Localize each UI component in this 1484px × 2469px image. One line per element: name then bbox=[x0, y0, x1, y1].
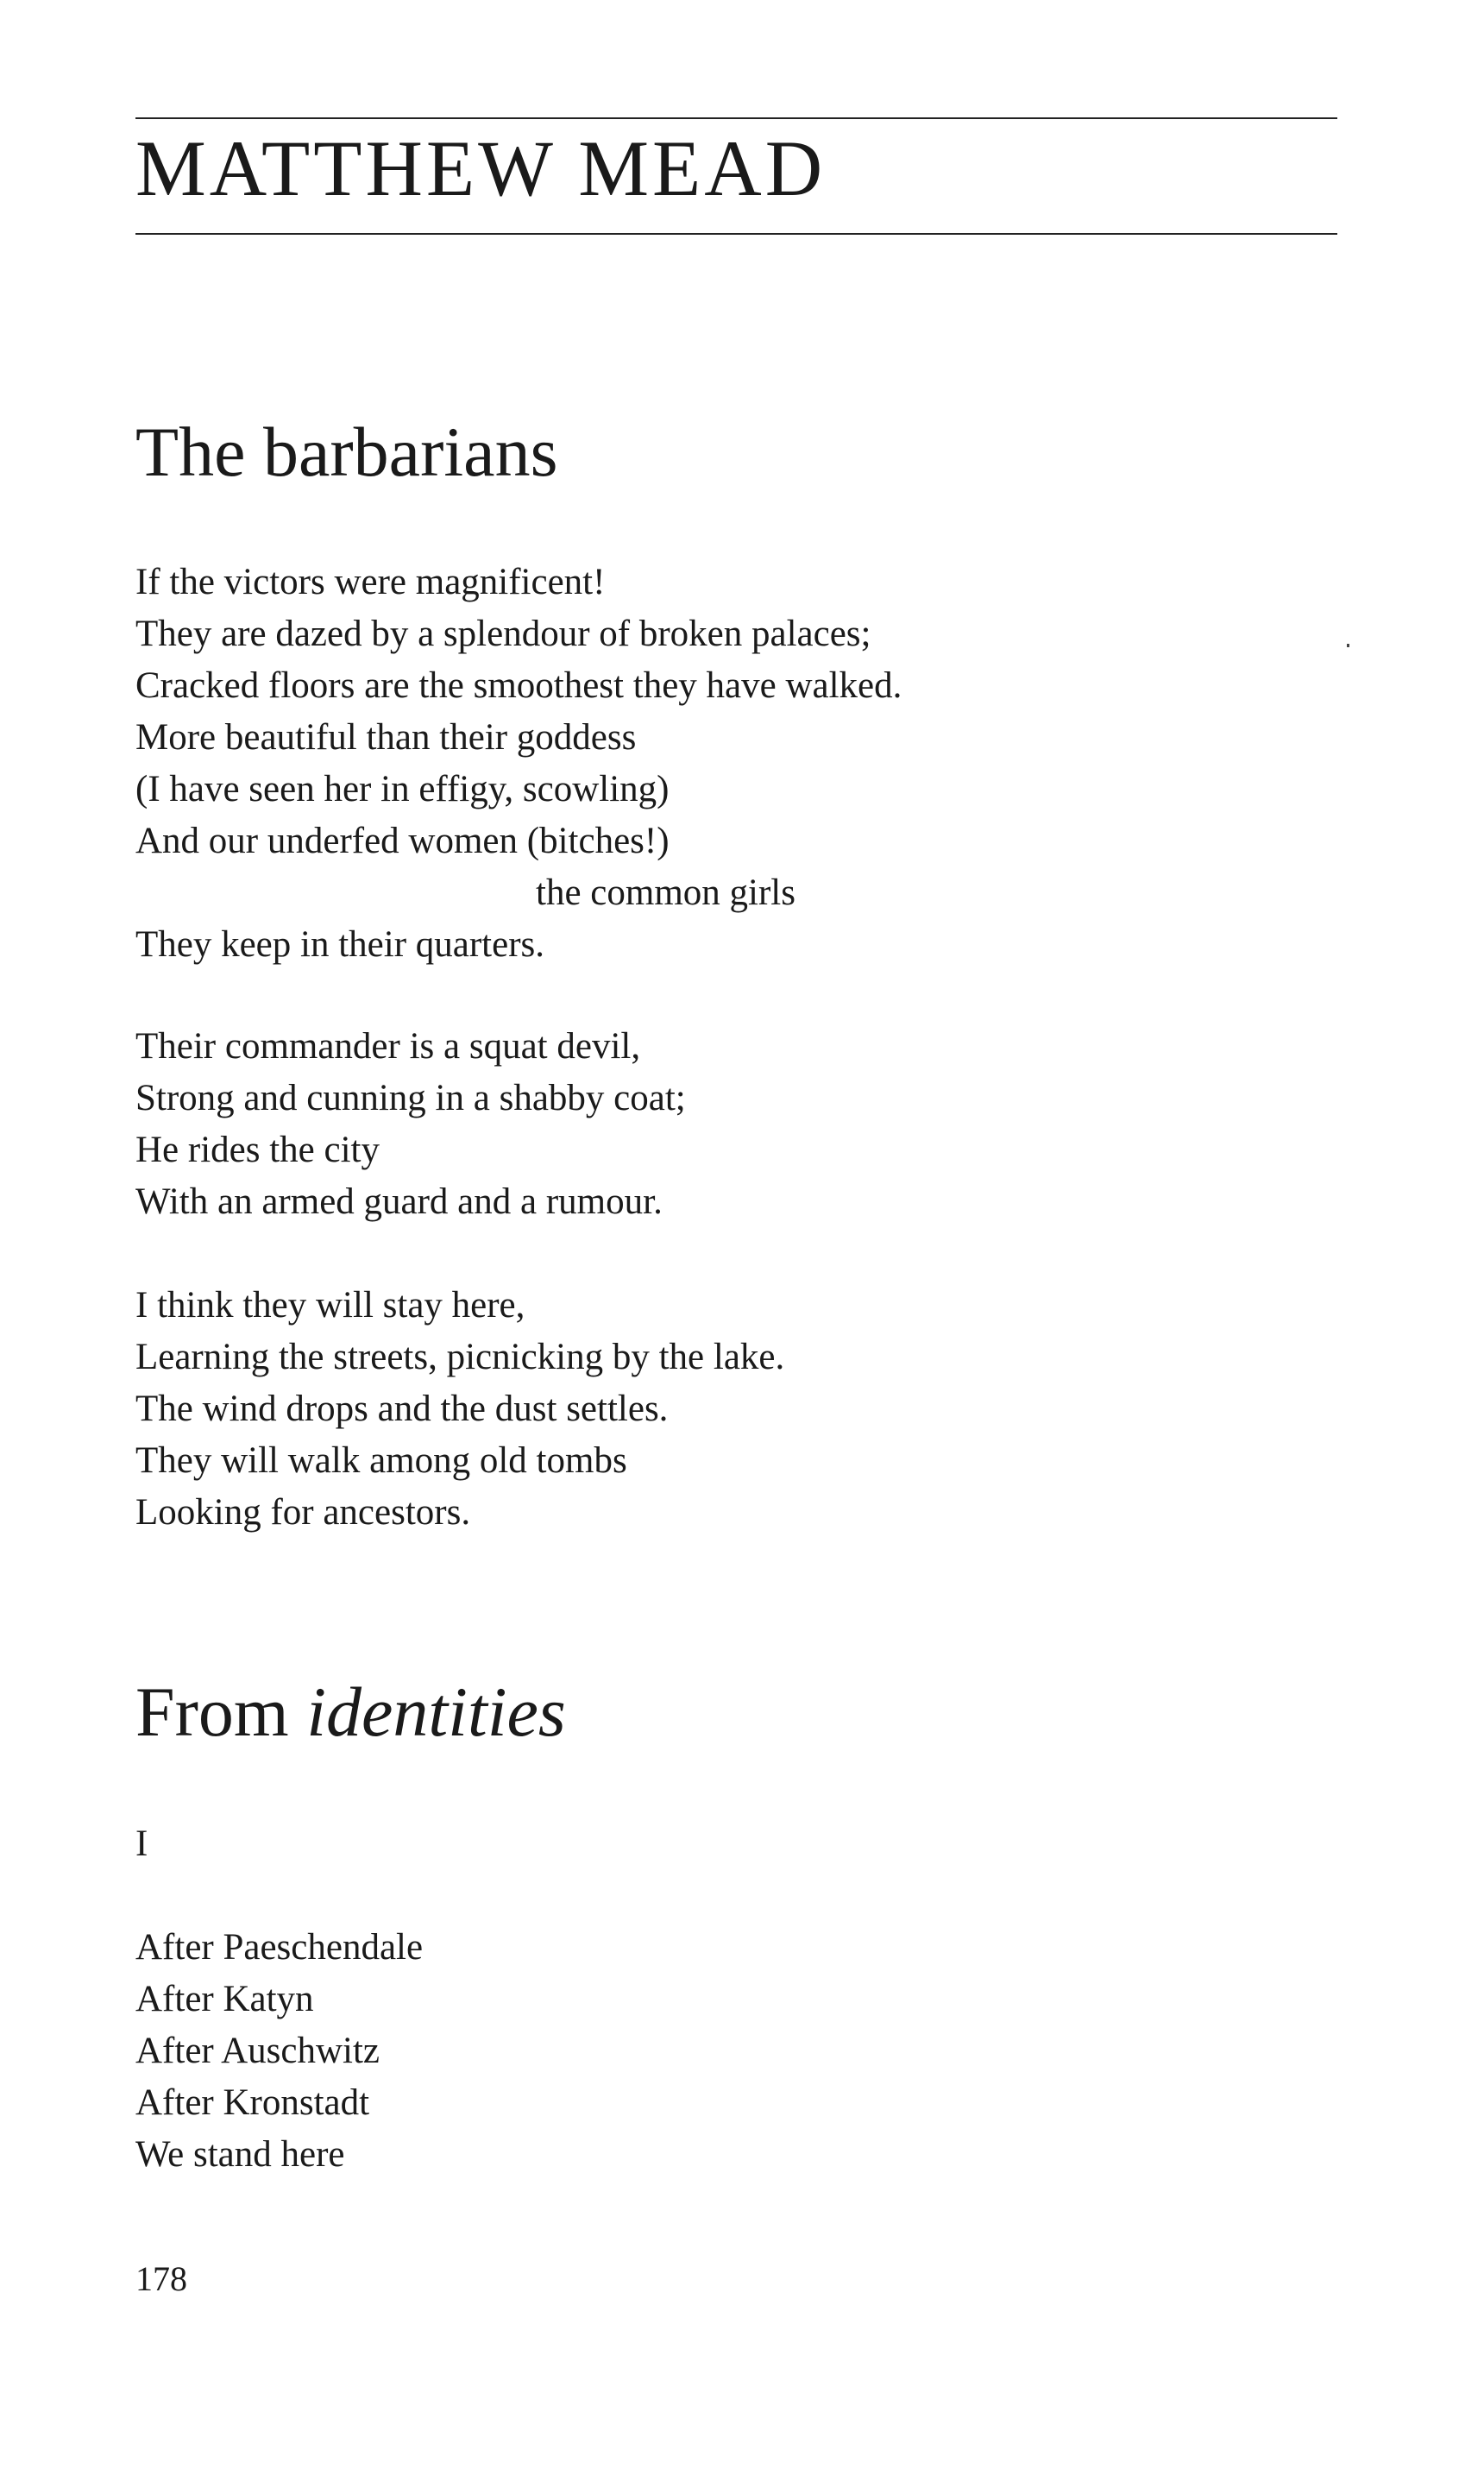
stanza bbox=[135, 1280, 784, 1539]
poem-line: They will walk among old tombs bbox=[135, 1440, 627, 1481]
print-speck bbox=[1347, 644, 1349, 647]
stanza bbox=[135, 557, 902, 971]
poem-line: More beautiful than their goddess bbox=[135, 717, 637, 758]
header-rule-top bbox=[135, 117, 1337, 119]
author-heading: MATTHEW MEAD bbox=[135, 124, 827, 212]
poem-line: Cracked floors are the smoothest they have walked. bbox=[135, 665, 902, 706]
poem-title bbox=[135, 1670, 566, 1754]
poem-line: Strong and cunning in a shabby coat; bbox=[135, 1078, 686, 1118]
poem-line: He rides the city bbox=[135, 1130, 380, 1170]
poem-line: After Kronstadt bbox=[135, 2082, 370, 2123]
poem-title-prefix: From bbox=[135, 1672, 289, 1751]
poem-line: Their commander is a squat devil, bbox=[135, 1026, 641, 1067]
poem-line: Looking for ancestors. bbox=[135, 1492, 471, 1533]
header-rule-bottom bbox=[135, 233, 1337, 235]
poem-line: We stand here bbox=[135, 2134, 345, 2175]
poem-line: They are dazed by a splendour of broken palaces; bbox=[135, 614, 871, 654]
poem-line: And our underfed women (bitches!) bbox=[135, 821, 670, 861]
poem-line: After Paeschendale bbox=[135, 1927, 424, 1968]
poem-line: After Katyn bbox=[135, 1979, 314, 2019]
poem-line: With an armed guard and a rumour. bbox=[135, 1181, 663, 1222]
stanza bbox=[135, 1922, 423, 2181]
poem-line: (I have seen her in effigy, scowling) bbox=[135, 769, 670, 809]
poem-line: The wind drops and the dust settles. bbox=[135, 1389, 669, 1429]
poem-title-italic: identities bbox=[306, 1672, 566, 1751]
poem-line: If the victors were magnificent! bbox=[135, 562, 606, 602]
poem-line: I think they will stay here, bbox=[135, 1285, 525, 1326]
poem-line: They keep in their quarters. bbox=[135, 924, 545, 965]
page-number: 178 bbox=[135, 2259, 187, 2298]
poem-line: After Auschwitz bbox=[135, 2031, 380, 2071]
stanza bbox=[135, 1021, 686, 1228]
section-number: I bbox=[135, 1823, 148, 1864]
poem-title: The barbarians bbox=[135, 413, 558, 491]
poem-line: Learning the streets, picnicking by the lake. bbox=[135, 1337, 785, 1377]
poem-line-indented: the common girls bbox=[536, 872, 795, 913]
